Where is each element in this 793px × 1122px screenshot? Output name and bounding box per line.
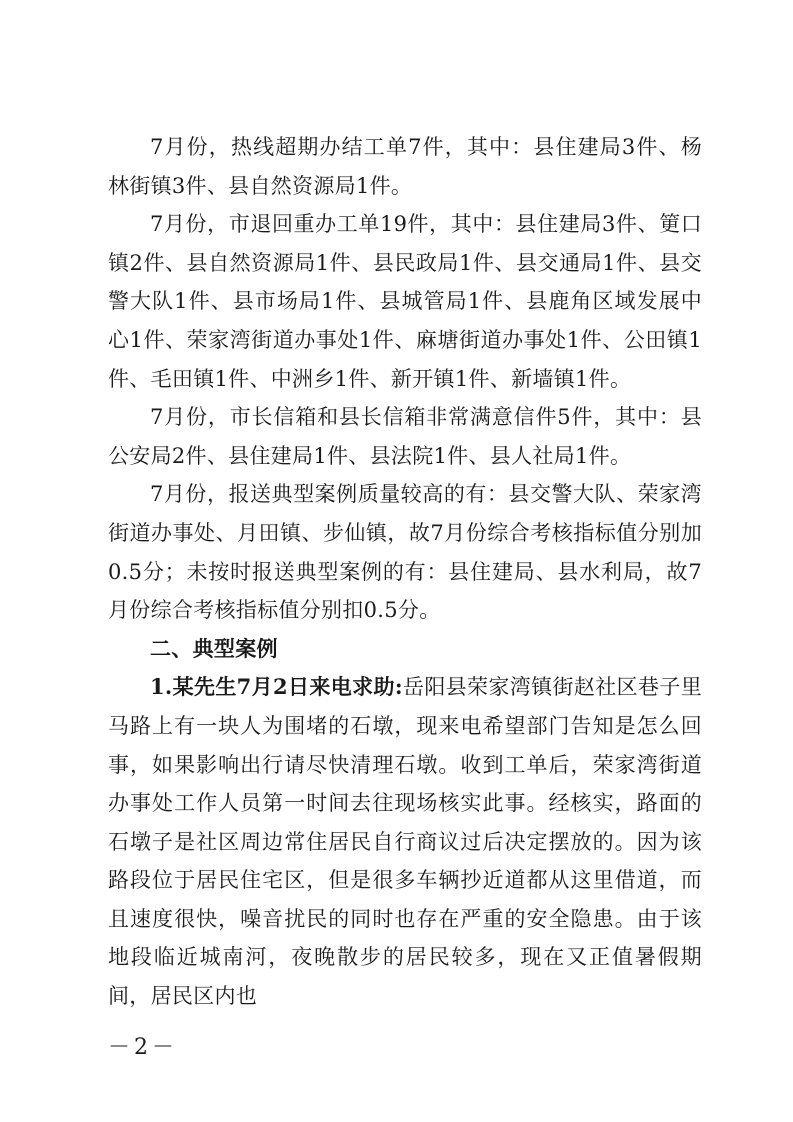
case-1-paragraph bbox=[108, 668, 702, 1015]
case-1-body: 岳阳县荣家湾镇街赵社区巷子里马路上有一块人为围堵的石墩，现来电希望部门告知是怎么回事，如果影响出行请尽快清理石墩。收到工单后，荣家湾街道办事处工作人员第一时间去往现场核实此事。经核实，路面的石墩子是社区周边常住居民自行商议过后决定摆放的。因为该路段位于居民住宅区，但是很多车辆抄近道都从这里借道，而且速度很快，噪音扰民的同时也存在严重的安全隐患。由于该地段临近城南河，夜晚散步的居民较多，现在又正值暑假期间，居民区内也 bbox=[108, 675, 702, 1009]
document-body bbox=[108, 128, 702, 1016]
paragraph-overdue-orders: 7月份，热线超期办结工单7件，其中：县住建局3件、杨林街镇3件、县自然资源局1件。 bbox=[108, 135, 702, 198]
case-1-title: 1.某先生7月2日来电求助: bbox=[150, 674, 403, 700]
section-heading-typical-cases: 二、典型案例 bbox=[150, 636, 278, 661]
page-number: －2－ bbox=[108, 1035, 178, 1060]
paragraph-satisfied-letters: 7月份，市长信箱和县长信箱非常满意信件5件，其中：县公安局2件、县住建局1件、县法院1件、县人社局1件。 bbox=[108, 405, 702, 468]
paragraph-typical-case-reports: 7月份，报送典型案例质量较高的有：县交警大队、荣家湾街道办事处、月田镇、步仙镇，故7月份综合考核指标值分别加0.5分；未按时报送典型案例的有：县住建局、县水利局，故7月份综合考核指标值分别扣0.5分。 bbox=[108, 482, 702, 623]
paragraph-returned-orders: 7月份，市退回重办工单19件，其中：县住建局3件、筻口镇2件、县自然资源局1件、县民政局1件、县交通局1件、县交警大队1件、县市场局1件、县城管局1件、县鹿角区域发展中心1件、荣家湾街道办事处1件、麻塘街道办事处1件、公田镇1件、毛田镇1件、中洲乡1件、新开镇1件、新墙镇1件。 bbox=[108, 212, 702, 391]
